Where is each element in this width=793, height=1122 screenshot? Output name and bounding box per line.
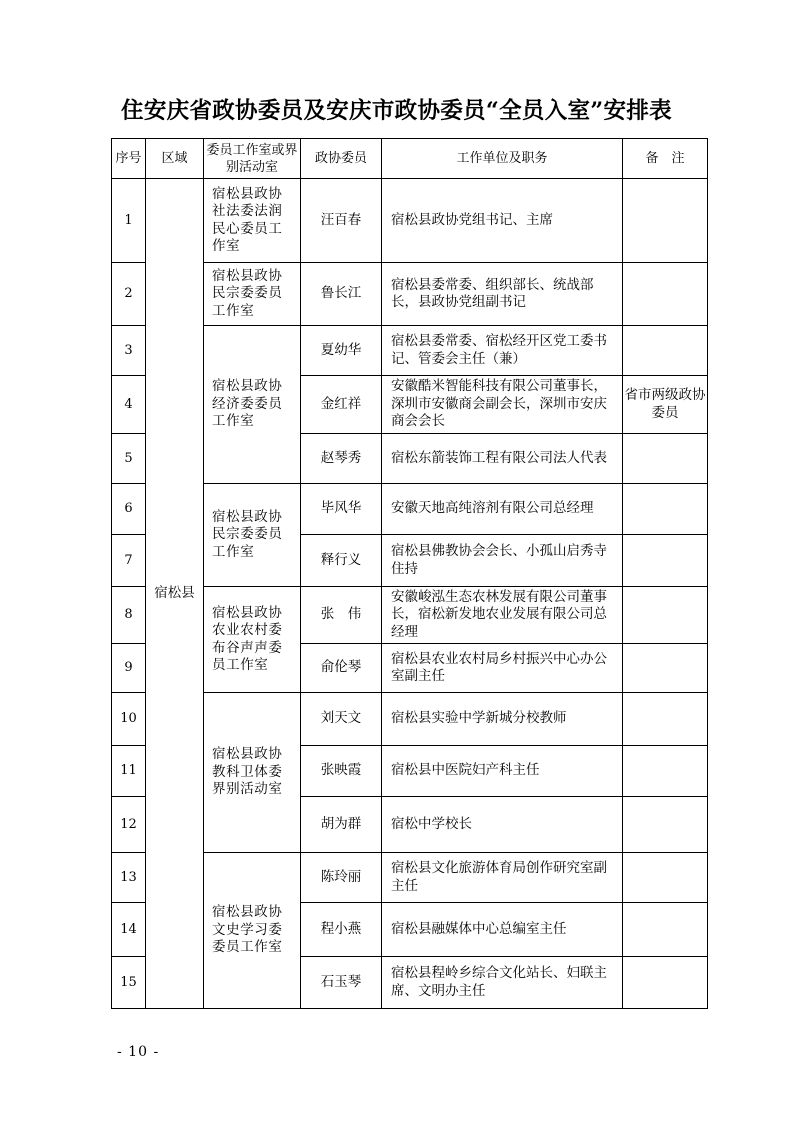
- member-note: [623, 326, 708, 376]
- header-job: 工作单位及职务: [382, 139, 623, 179]
- row-seq: 6: [112, 484, 146, 535]
- member-name: 夏幼华: [301, 326, 382, 376]
- member-name: 张 伟: [301, 587, 382, 644]
- row-seq: 11: [112, 746, 146, 797]
- member-name: 毕风华: [301, 484, 382, 535]
- member-job: 宿松县委常委、宿松经开区党工委书记、管委会主任（兼）: [382, 326, 623, 376]
- member-job: 宿松县文化旅游体育局创作研究室副主任: [382, 853, 623, 903]
- member-note: 省市两级政协委员: [623, 376, 708, 434]
- member-note: [623, 957, 708, 1009]
- member-name: 石玉琴: [301, 957, 382, 1009]
- member-job: 宿松东箭装饰工程有限公司法人代表: [382, 434, 623, 484]
- header-member: 政协委员: [301, 139, 382, 179]
- region-cell: 宿松县: [146, 179, 204, 1009]
- office-cell: 宿松县政协农业农村委布谷声声委员工作室: [204, 587, 301, 693]
- header-seq: 序号: [112, 139, 146, 179]
- row-seq: 15: [112, 957, 146, 1009]
- member-note: [623, 903, 708, 957]
- header-office: 委员工作室或界别活动室: [204, 139, 301, 179]
- office-cell: 宿松县政协社法委法润民心委员工作室: [204, 179, 301, 263]
- member-job: 安徽峻泓生态农林发展有限公司董事长，宿松新发地农业发展有限公司总经理: [382, 587, 623, 644]
- row-seq: 14: [112, 903, 146, 957]
- office-cell: 宿松县政协民宗委委员工作室: [204, 484, 301, 587]
- member-note: [623, 693, 708, 746]
- member-job: 宿松县程岭乡综合文化站长、妇联主席、文明办主任: [382, 957, 623, 1009]
- table-row: [112, 179, 708, 263]
- office-cell: 宿松县政协教科卫体委界别活动室: [204, 693, 301, 853]
- member-note: [623, 263, 708, 326]
- member-note: [623, 484, 708, 535]
- member-name: 释行义: [301, 535, 382, 587]
- member-note: [623, 797, 708, 853]
- member-note: [623, 853, 708, 903]
- member-job: 宿松县中医院妇产科主任: [382, 746, 623, 797]
- member-name: 刘天文: [301, 693, 382, 746]
- member-job: 宿松县实验中学新城分校教师: [382, 693, 623, 746]
- member-job: 宿松县佛教协会会长、小孤山启秀寺住持: [382, 535, 623, 587]
- row-seq: 2: [112, 263, 146, 326]
- office-cell: 宿松县政协民宗委委员工作室: [204, 263, 301, 326]
- member-name: 汪百春: [301, 179, 382, 263]
- member-note: [623, 535, 708, 587]
- row-seq: 8: [112, 587, 146, 644]
- row-seq: 7: [112, 535, 146, 587]
- header-note: 备 注: [623, 139, 708, 179]
- member-name: 鲁长江: [301, 263, 382, 326]
- office-cell: 宿松县政协文史学习委委员工作室: [204, 853, 301, 1009]
- member-name: 赵琴秀: [301, 434, 382, 484]
- row-seq: 10: [112, 693, 146, 746]
- member-name: 陈玲丽: [301, 853, 382, 903]
- member-job: 宿松中学校长: [382, 797, 623, 853]
- row-seq: 9: [112, 644, 146, 693]
- header-region: 区域: [146, 139, 204, 179]
- member-name: 张映霞: [301, 746, 382, 797]
- page-title: 住安庆省政协委员及安庆市政协委员“全员入室”安排表: [121, 98, 672, 124]
- row-seq: 4: [112, 376, 146, 434]
- page-number: - 10 -: [117, 1044, 160, 1060]
- member-job: 宿松县政协党组书记、主席: [382, 179, 623, 263]
- member-job: 宿松县融媒体中心总编室主任: [382, 903, 623, 957]
- member-name: 程小燕: [301, 903, 382, 957]
- member-job: 安徽酷米智能科技有限公司董事长，深圳市安徽商会副会长，深圳市安庆商会会长: [382, 376, 623, 434]
- office-cell: 宿松县政协经济委委员工作室: [204, 326, 301, 484]
- row-seq: 1: [112, 179, 146, 263]
- arrangement-table: [111, 138, 708, 1009]
- table-header-row: [112, 139, 708, 179]
- row-seq: 13: [112, 853, 146, 903]
- row-seq: 12: [112, 797, 146, 853]
- member-note: [623, 644, 708, 693]
- member-name: 胡为群: [301, 797, 382, 853]
- member-note: [623, 179, 708, 263]
- row-seq: 5: [112, 434, 146, 484]
- member-job: 宿松县委常委、组织部长、统战部长，县政协党组副书记: [382, 263, 623, 326]
- member-job: 宿松县农业农村局乡村振兴中心办公室副主任: [382, 644, 623, 693]
- member-note: [623, 746, 708, 797]
- row-seq: 3: [112, 326, 146, 376]
- member-job: 安徽天地高纯溶剂有限公司总经理: [382, 484, 623, 535]
- member-note: [623, 587, 708, 644]
- member-name: 金红祥: [301, 376, 382, 434]
- member-note: [623, 434, 708, 484]
- member-name: 俞伦琴: [301, 644, 382, 693]
